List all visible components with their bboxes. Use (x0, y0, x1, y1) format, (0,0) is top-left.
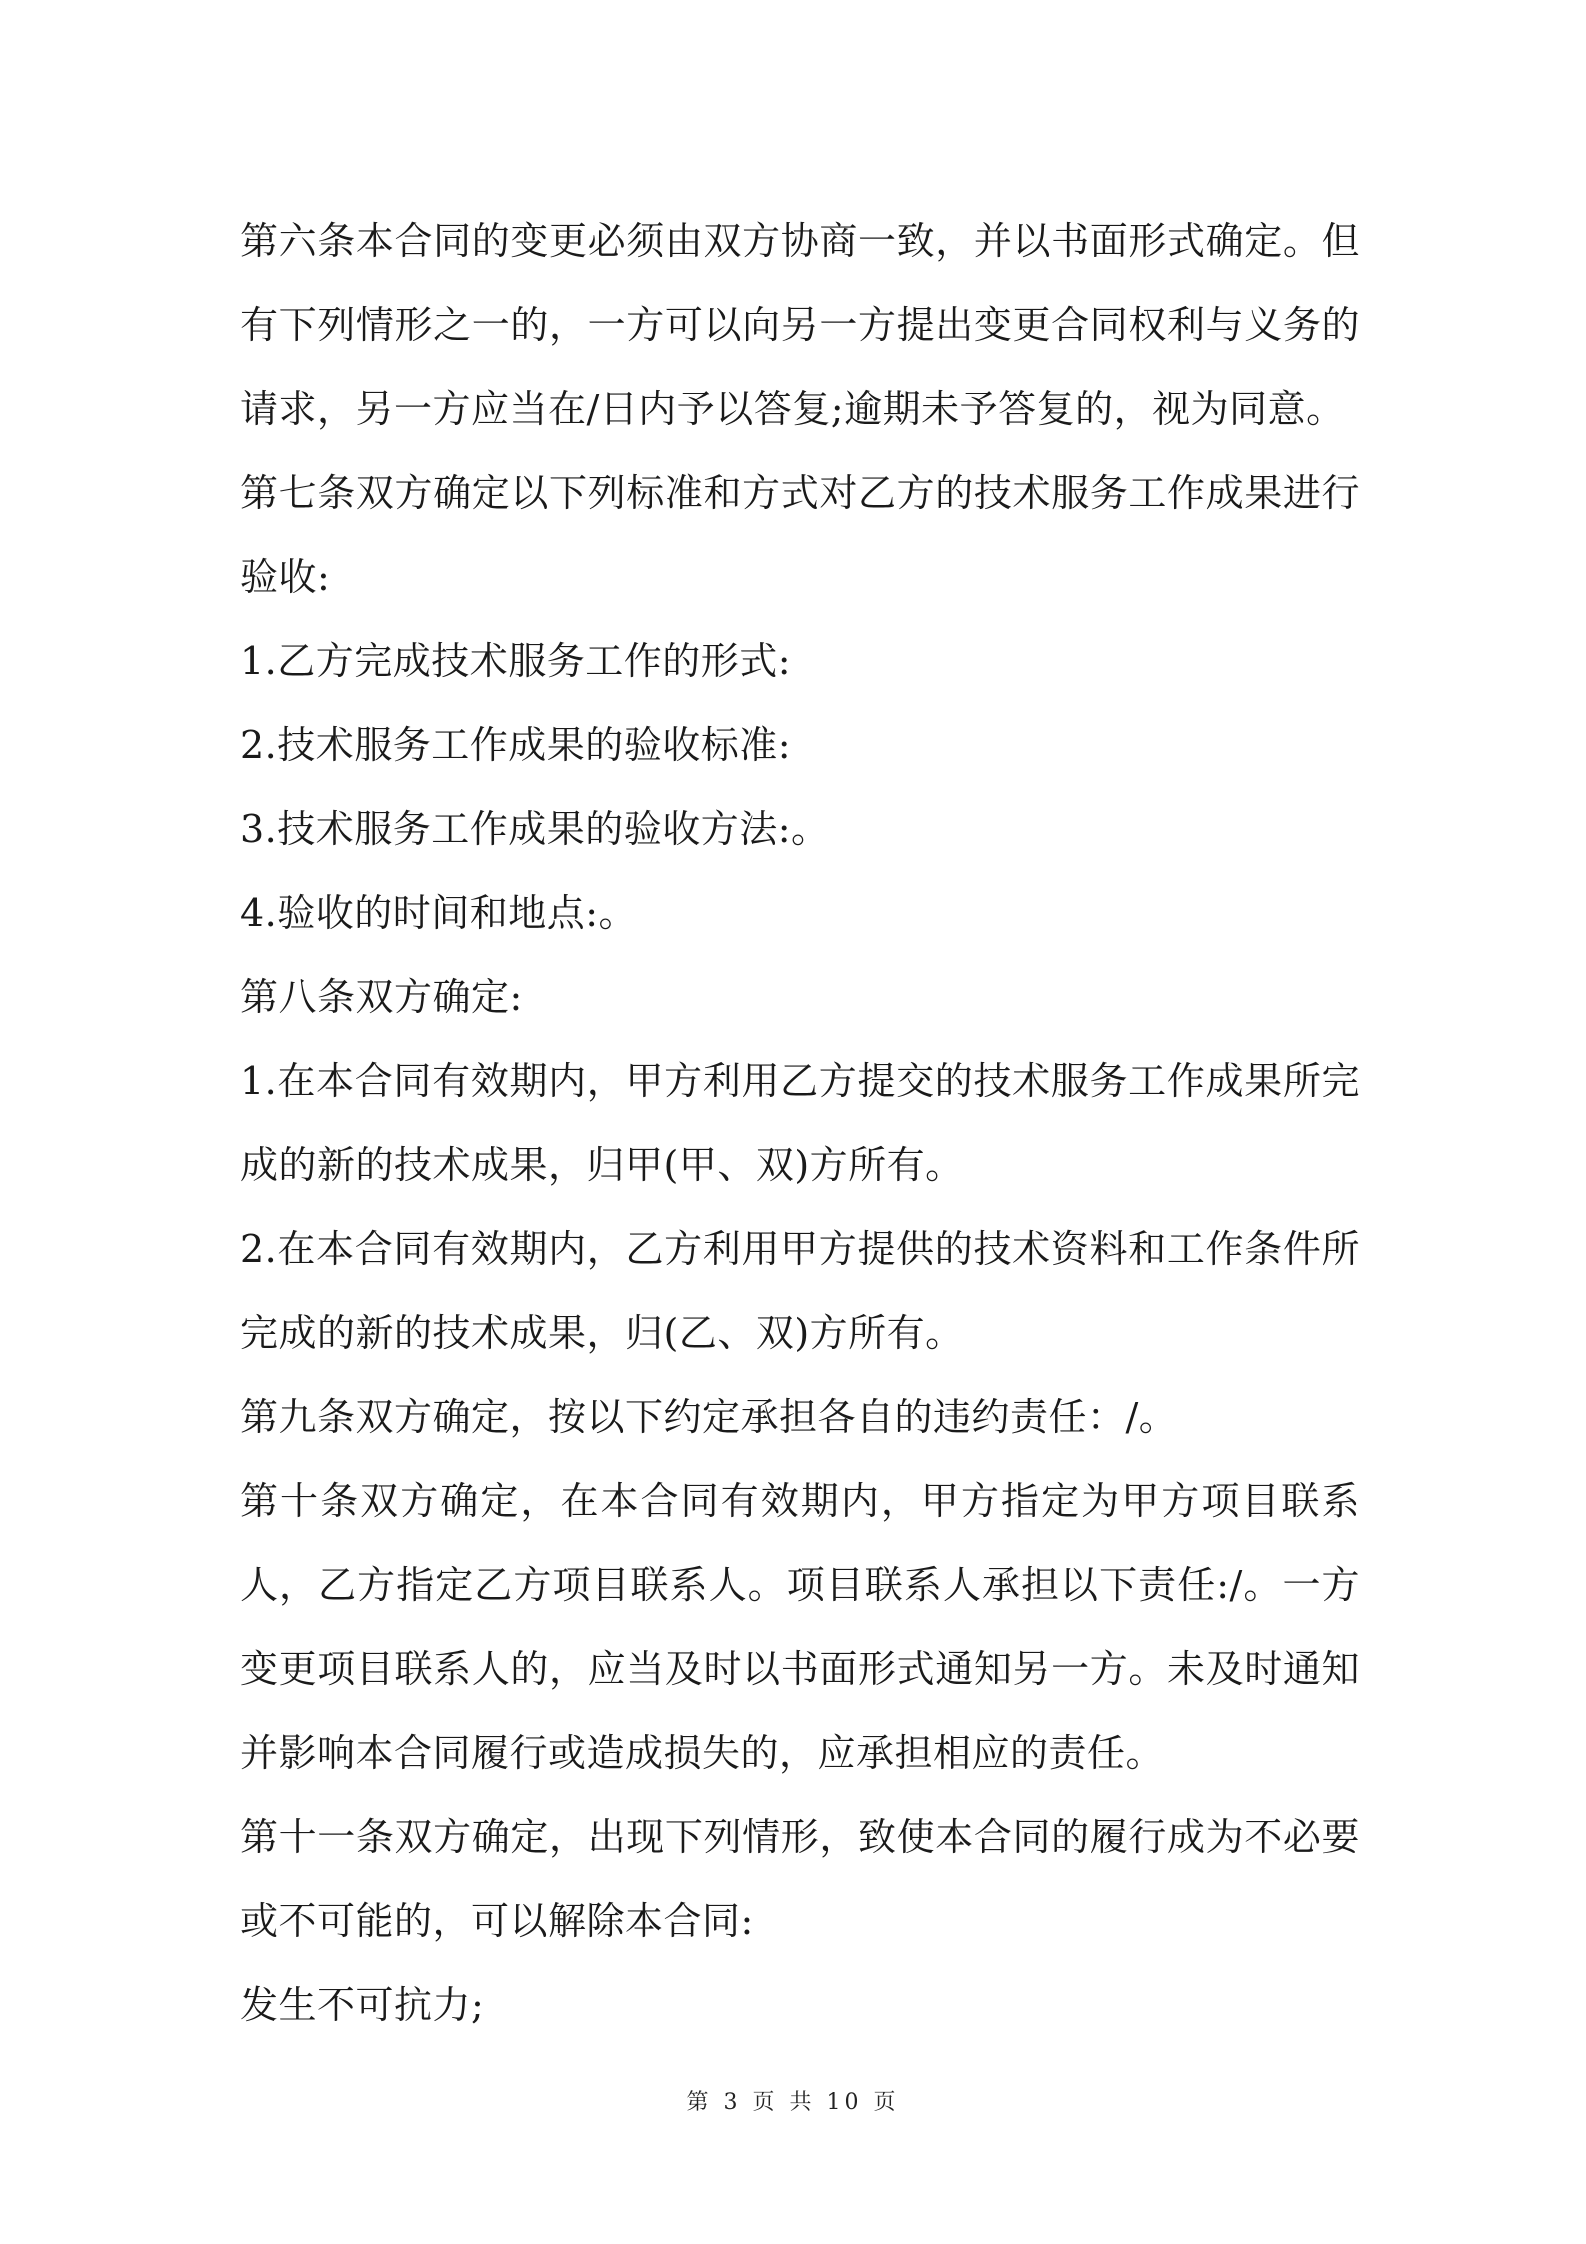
clause-7-item-1: 1.乙方完成技术服务工作的形式: (240, 639, 792, 683)
clause-9-paragraph: 第九条双方确定，按以下约定承担各自的违约责任：/。 (240, 1395, 1178, 1439)
page-number-footer: 第 3 页 共 10 页 (686, 2090, 900, 2115)
clause-11-paragraph: 第十一条双方确定，出现下列情形，致使本合同的履行成为不必要或不可能的，可以解除本合同: (240, 1815, 1360, 1943)
document-body (240, 199, 1360, 2047)
clause-8-paragraph: 第八条双方确定: (240, 975, 523, 1019)
clause-6-paragraph: 第六条本合同的变更必须由双方协商一致，并以书面形式确定。但有下列情形之一的，一方可以向另一方提出变更合同权利与义务的请求，另一方应当在/日内予以答复;逾期未予答复的，视为同意。 (240, 219, 1360, 431)
clause-7-paragraph: 第七条双方确定以下列标准和方式对乙方的技术服务工作成果进行验收: (240, 471, 1360, 599)
clause-8-item-1: 1.在本合同有效期内，甲方利用乙方提交的技术服务工作成果所完成的新的技术成果，归甲(甲、双)方所有。 (240, 1059, 1360, 1187)
clause-7-item-2: 2.技术服务工作成果的验收标准: (240, 723, 792, 767)
clause-8-item-2: 2.在本合同有效期内，乙方利用甲方提供的技术资料和工作条件所完成的新的技术成果，归(乙、双)方所有。 (240, 1227, 1360, 1355)
clause-11-item-1: 发生不可抗力; (240, 1983, 485, 2027)
clause-10-paragraph: 第十条双方确定，在本合同有效期内，甲方指定为甲方项目联系人，乙方指定乙方项目联系人。项目联系人承担以下责任:/。一方变更项目联系人的，应当及时以书面形式通知另一方。未及时通知并影响本合同履行或造成损失的，应承担相应的责任。 (240, 1479, 1360, 1775)
clause-7-item-3: 3.技术服务工作成果的验收方法:。 (240, 807, 830, 851)
clause-7-item-4: 4.验收的时间和地点:。 (240, 891, 638, 935)
